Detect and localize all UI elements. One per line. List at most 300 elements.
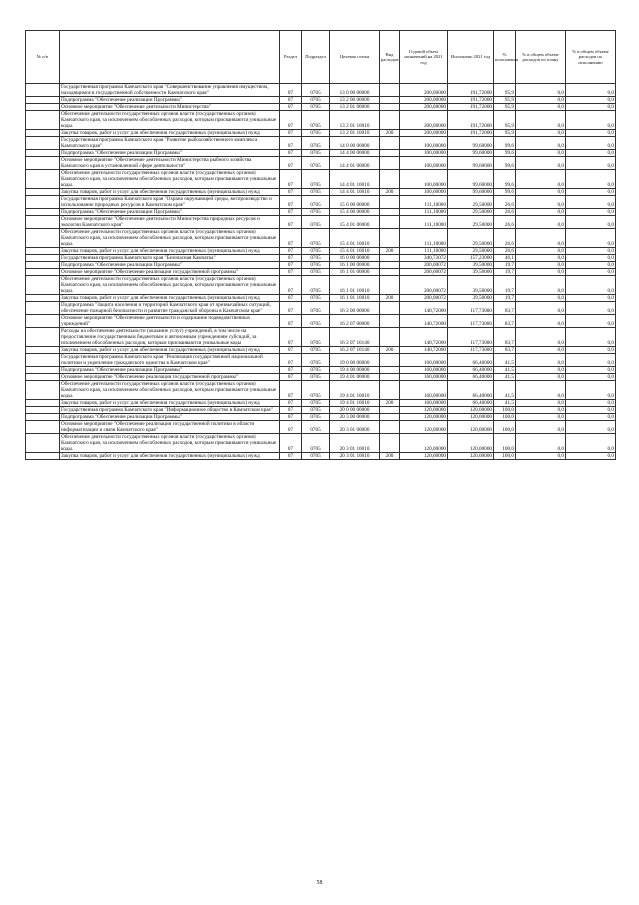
table-row bbox=[26, 196, 616, 209]
table-row bbox=[26, 104, 616, 111]
cell-podrazdel: 0705 bbox=[302, 381, 330, 400]
cell-pct: 99,6 bbox=[494, 137, 516, 150]
cell-vr bbox=[380, 328, 400, 347]
table-row bbox=[26, 137, 616, 150]
cell-plan: 120,00000 bbox=[400, 407, 448, 414]
cell-isp: 66,40000 bbox=[448, 400, 494, 407]
cell-share-plan: 0,0 bbox=[516, 255, 566, 262]
cell-pct: 19,7 bbox=[494, 295, 516, 302]
cell-plan: 100,00000 bbox=[400, 157, 448, 170]
cell-plan: 111,10000 bbox=[400, 216, 448, 229]
cell-share-isp: 0,0 bbox=[566, 381, 616, 400]
cell-share-isp: 0,0 bbox=[566, 328, 616, 347]
cell-share-plan: 0,0 bbox=[516, 84, 566, 97]
cell-razdel: 07 bbox=[280, 381, 302, 400]
cell-num bbox=[26, 170, 60, 189]
cell-pct: 99,6 bbox=[494, 189, 516, 196]
cell-podrazdel: 0705 bbox=[302, 255, 330, 262]
cell-csr: 15 0 00 00000 bbox=[330, 196, 380, 209]
cell-share-plan: 0,0 bbox=[516, 400, 566, 407]
table-row bbox=[26, 150, 616, 157]
cell-razdel: 07 bbox=[280, 453, 302, 460]
cell-name: Закупка товаров, работ и услуг для обеспечения государственных (муниципальных) нужд bbox=[60, 130, 280, 137]
table-row bbox=[26, 189, 616, 196]
cell-isp: 99,60000 bbox=[448, 150, 494, 157]
cell-razdel: 07 bbox=[280, 347, 302, 354]
cell-csr: 16 2 07 00000 bbox=[330, 315, 380, 328]
cell-isp: 120,00000 bbox=[448, 434, 494, 453]
cell-num bbox=[26, 189, 60, 196]
cell-share-isp: 0,0 bbox=[566, 367, 616, 374]
col-pct-header: % исполнения bbox=[494, 31, 516, 84]
cell-share-plan: 0,0 bbox=[516, 407, 566, 414]
cell-podrazdel: 0705 bbox=[302, 262, 330, 269]
cell-share-plan: 0,0 bbox=[516, 104, 566, 111]
cell-isp: 39,50000 bbox=[448, 262, 494, 269]
cell-razdel: 07 bbox=[280, 400, 302, 407]
cell-csr: 13 2 01 10010 bbox=[330, 130, 380, 137]
cell-plan: 120,00000 bbox=[400, 414, 448, 421]
cell-vr bbox=[380, 262, 400, 269]
cell-pct: 95,9 bbox=[494, 97, 516, 104]
cell-pct: 26,6 bbox=[494, 229, 516, 248]
cell-csr: 16 1 01 10010 bbox=[330, 295, 380, 302]
table-body bbox=[26, 84, 616, 460]
table-row bbox=[26, 414, 616, 421]
cell-isp: 99,60000 bbox=[448, 137, 494, 150]
table-row bbox=[26, 453, 616, 460]
cell-plan: 200,00000 bbox=[400, 130, 448, 137]
cell-csr: 16 1 00 00000 bbox=[330, 262, 380, 269]
cell-csr: 13 0 00 00000 bbox=[330, 84, 380, 97]
cell-name: Расходы на обеспечение деятельности (оказание услуг) учреждений, в том числе на предоставление государственным бюджетным и автономным учреждениям субсидий, за исключением обособленных расходов, которым присваиваются уникальные коды bbox=[60, 328, 280, 347]
cell-plan: 120,00000 bbox=[400, 453, 448, 460]
cell-share-isp: 0,0 bbox=[566, 130, 616, 137]
col-share-plan-header: % в общем объеме расходов по плану bbox=[516, 31, 566, 84]
cell-podrazdel: 0705 bbox=[302, 367, 330, 374]
cell-vr bbox=[380, 170, 400, 189]
page-number: 58 bbox=[316, 880, 323, 886]
cell-num bbox=[26, 295, 60, 302]
cell-pct: 41,5 bbox=[494, 374, 516, 381]
cell-name: Подпрограмма "Защита населения и территорий Камчатского края от чрезвычайных ситуаций, обеспечение пожарной безопасности и развитие гражданской обороны в Камчатском крае" bbox=[60, 302, 280, 315]
cell-isp: 39,50000 bbox=[448, 276, 494, 295]
cell-name: Государственная программа Камчатского края "Информационное общество в Камчатском крае" bbox=[60, 407, 280, 414]
cell-pct: 26,6 bbox=[494, 196, 516, 209]
cell-pct: 41,5 bbox=[494, 400, 516, 407]
cell-share-plan: 0,0 bbox=[516, 434, 566, 453]
cell-share-plan: 0,0 bbox=[516, 295, 566, 302]
cell-csr: 16 0 00 00000 bbox=[330, 255, 380, 262]
cell-isp: 117,73000 bbox=[448, 347, 494, 354]
cell-pct: 41,5 bbox=[494, 354, 516, 367]
col-plan-header: Годовой объем назначений на 2021 год bbox=[400, 31, 448, 84]
cell-csr: 16 1 01 10010 bbox=[330, 276, 380, 295]
table-row bbox=[26, 130, 616, 137]
cell-num bbox=[26, 216, 60, 229]
cell-razdel: 07 bbox=[280, 189, 302, 196]
cell-csr: 15 4 01 10010 bbox=[330, 229, 380, 248]
cell-num bbox=[26, 255, 60, 262]
cell-isp: 66,40000 bbox=[448, 354, 494, 367]
cell-num bbox=[26, 354, 60, 367]
cell-share-isp: 0,0 bbox=[566, 354, 616, 367]
cell-pct: 99,6 bbox=[494, 157, 516, 170]
cell-razdel: 07 bbox=[280, 216, 302, 229]
cell-share-plan: 0,0 bbox=[516, 302, 566, 315]
cell-share-isp: 0,0 bbox=[566, 414, 616, 421]
cell-vr: 200 bbox=[380, 295, 400, 302]
cell-csr: 13 2 00 00000 bbox=[330, 97, 380, 104]
cell-csr: 19 4 00 00000 bbox=[330, 367, 380, 374]
cell-vr bbox=[380, 302, 400, 315]
cell-share-plan: 0,0 bbox=[516, 276, 566, 295]
cell-share-isp: 0,0 bbox=[566, 84, 616, 97]
cell-isp: 29,50000 bbox=[448, 216, 494, 229]
cell-podrazdel: 0705 bbox=[302, 216, 330, 229]
cell-vr: 200 bbox=[380, 189, 400, 196]
cell-csr: 20 3 01 10010 bbox=[330, 453, 380, 460]
cell-csr: 20 3 01 00000 bbox=[330, 421, 380, 434]
cell-csr: 13 2 01 00000 bbox=[330, 104, 380, 111]
cell-podrazdel: 0705 bbox=[302, 97, 330, 104]
cell-vr bbox=[380, 354, 400, 367]
cell-vr bbox=[380, 84, 400, 97]
cell-plan: 160,00000 bbox=[400, 381, 448, 400]
cell-share-plan: 0,0 bbox=[516, 269, 566, 276]
table-row bbox=[26, 302, 616, 315]
cell-share-isp: 0,0 bbox=[566, 315, 616, 328]
cell-isp: 39,50000 bbox=[448, 295, 494, 302]
cell-csr: 19 4 01 00000 bbox=[330, 374, 380, 381]
cell-num bbox=[26, 367, 60, 374]
cell-podrazdel: 0705 bbox=[302, 407, 330, 414]
cell-pct: 83,7 bbox=[494, 347, 516, 354]
cell-share-plan: 0,0 bbox=[516, 216, 566, 229]
table-row bbox=[26, 276, 616, 295]
cell-num bbox=[26, 315, 60, 328]
cell-name: Государственная программа Камчатского края "Реализация государственной национальной политики и укрепление гражданского единства в Камчатском крае" bbox=[60, 354, 280, 367]
cell-razdel: 07 bbox=[280, 295, 302, 302]
cell-share-plan: 0,0 bbox=[516, 150, 566, 157]
cell-podrazdel: 0705 bbox=[302, 104, 330, 111]
cell-num bbox=[26, 150, 60, 157]
cell-vr bbox=[380, 104, 400, 111]
cell-pct: 19,7 bbox=[494, 262, 516, 269]
table-row bbox=[26, 400, 616, 407]
table-row bbox=[26, 97, 616, 104]
cell-share-isp: 0,0 bbox=[566, 347, 616, 354]
cell-plan: 200,00072 bbox=[400, 276, 448, 295]
cell-csr: 15 4 01 00000 bbox=[330, 216, 380, 229]
cell-share-plan: 0,0 bbox=[516, 262, 566, 269]
cell-plan: 111,10000 bbox=[400, 209, 448, 216]
table-row bbox=[26, 229, 616, 248]
cell-razdel: 07 bbox=[280, 421, 302, 434]
cell-num bbox=[26, 209, 60, 216]
cell-share-plan: 0,0 bbox=[516, 381, 566, 400]
col-share-isp-header: % в общем объеме расходов по исполнению bbox=[566, 31, 616, 84]
cell-share-plan: 0,0 bbox=[516, 315, 566, 328]
cell-csr: 14 4 00 00000 bbox=[330, 150, 380, 157]
cell-plan: 140,72000 bbox=[400, 302, 448, 315]
cell-vr: 200 bbox=[380, 248, 400, 255]
cell-share-plan: 0,0 bbox=[516, 189, 566, 196]
cell-podrazdel: 0705 bbox=[302, 130, 330, 137]
cell-plan: 200,00000 bbox=[400, 97, 448, 104]
cell-isp: 191,72000 bbox=[448, 130, 494, 137]
cell-csr: 14 4 01 10010 bbox=[330, 170, 380, 189]
cell-isp: 99,60000 bbox=[448, 157, 494, 170]
cell-plan: 160,00000 bbox=[400, 367, 448, 374]
cell-num bbox=[26, 328, 60, 347]
cell-share-isp: 0,0 bbox=[566, 374, 616, 381]
cell-plan: 160,00000 bbox=[400, 374, 448, 381]
cell-podrazdel: 0705 bbox=[302, 170, 330, 189]
cell-isp: 117,73000 bbox=[448, 315, 494, 328]
cell-plan: 200,00072 bbox=[400, 269, 448, 276]
cell-plan: 100,00000 bbox=[400, 189, 448, 196]
cell-isp: 29,50000 bbox=[448, 209, 494, 216]
cell-share-plan: 0,0 bbox=[516, 421, 566, 434]
cell-num bbox=[26, 229, 60, 248]
cell-plan: 120,00000 bbox=[400, 434, 448, 453]
cell-isp: 191,72000 bbox=[448, 84, 494, 97]
cell-share-plan: 0,0 bbox=[516, 170, 566, 189]
table-row bbox=[26, 111, 616, 130]
cell-name: Закупка товаров, работ и услуг для обеспечения государственных (муниципальных) нужд bbox=[60, 400, 280, 407]
cell-plan: 200,00000 bbox=[400, 84, 448, 97]
cell-pct: 100,0 bbox=[494, 421, 516, 434]
cell-csr: 19 4 01 10010 bbox=[330, 381, 380, 400]
cell-pct: 83,7 bbox=[494, 302, 516, 315]
cell-razdel: 07 bbox=[280, 111, 302, 130]
cell-share-isp: 0,0 bbox=[566, 229, 616, 248]
cell-name: Обеспечение деятельности государственных органов власти (государственных органов) Камчатского края, за исключением обособленных расходов, которым присваиваются уникальные коды. bbox=[60, 276, 280, 295]
col-csr-header: Целевая статья bbox=[330, 31, 380, 84]
table-row bbox=[26, 262, 616, 269]
cell-num bbox=[26, 97, 60, 104]
cell-share-plan: 0,0 bbox=[516, 209, 566, 216]
cell-razdel: 07 bbox=[280, 248, 302, 255]
cell-isp: 120,00000 bbox=[448, 421, 494, 434]
cell-razdel: 07 bbox=[280, 302, 302, 315]
table-row bbox=[26, 209, 616, 216]
cell-name: Обеспечение деятельности государственных органов власти (государственных органов) Камчатского края, за исключением обособленных расходов, которым присваиваются уникальные коды. bbox=[60, 381, 280, 400]
cell-num bbox=[26, 302, 60, 315]
cell-pct: 100,0 bbox=[494, 434, 516, 453]
cell-name: Основное мероприятие "Обеспечение деятельности Министерства рыбного хозяйства Камчатского края в установленной сфере деятельности" bbox=[60, 157, 280, 170]
cell-razdel: 07 bbox=[280, 276, 302, 295]
cell-podrazdel: 0705 bbox=[302, 315, 330, 328]
cell-csr: 13 2 01 10010 bbox=[330, 111, 380, 130]
cell-name: Закупка товаров, работ и услуг для обеспечения государственных (муниципальных) нужд bbox=[60, 248, 280, 255]
cell-isp: 157,23000 bbox=[448, 255, 494, 262]
cell-share-isp: 0,0 bbox=[566, 150, 616, 157]
cell-podrazdel: 0705 bbox=[302, 302, 330, 315]
cell-csr: 14 4 01 00000 bbox=[330, 157, 380, 170]
cell-podrazdel: 0705 bbox=[302, 111, 330, 130]
cell-num bbox=[26, 374, 60, 381]
cell-pct: 100,0 bbox=[494, 407, 516, 414]
cell-podrazdel: 0705 bbox=[302, 189, 330, 196]
cell-pct: 26,6 bbox=[494, 216, 516, 229]
cell-csr: 16 1 01 00000 bbox=[330, 269, 380, 276]
cell-podrazdel: 0705 bbox=[302, 248, 330, 255]
budget-table bbox=[25, 30, 616, 460]
cell-name: Обеспечение деятельности государственных органов власти (государственных органов) Камчатского края, за исключением обособленных расходов, которым присваиваются уникальные коды. bbox=[60, 229, 280, 248]
cell-isp: 120,00000 bbox=[448, 407, 494, 414]
cell-name: Основное мероприятие "Обеспечение деятельности и содержание подведомственных учреждений" bbox=[60, 315, 280, 328]
cell-share-plan: 0,0 bbox=[516, 130, 566, 137]
cell-share-isp: 0,0 bbox=[566, 137, 616, 150]
cell-share-plan: 0,0 bbox=[516, 367, 566, 374]
cell-pct: 83,7 bbox=[494, 328, 516, 347]
cell-isp: 99,60000 bbox=[448, 189, 494, 196]
cell-num bbox=[26, 269, 60, 276]
cell-csr: 19 0 00 00000 bbox=[330, 354, 380, 367]
cell-vr bbox=[380, 196, 400, 209]
cell-num bbox=[26, 400, 60, 407]
cell-share-isp: 0,0 bbox=[566, 209, 616, 216]
cell-share-plan: 0,0 bbox=[516, 137, 566, 150]
cell-csr: 16 2 00 00000 bbox=[330, 302, 380, 315]
table-row bbox=[26, 295, 616, 302]
table-row bbox=[26, 315, 616, 328]
cell-csr: 20 3 00 00000 bbox=[330, 414, 380, 421]
cell-isp: 39,50000 bbox=[448, 269, 494, 276]
cell-razdel: 07 bbox=[280, 315, 302, 328]
cell-vr bbox=[380, 269, 400, 276]
cell-pct: 83,7 bbox=[494, 315, 516, 328]
cell-plan: 160,00000 bbox=[400, 354, 448, 367]
cell-name: Основное мероприятие "Обеспечение деятельности Министерства природных ресурсов и экологии Камчатского края" bbox=[60, 216, 280, 229]
cell-share-isp: 0,0 bbox=[566, 295, 616, 302]
cell-razdel: 07 bbox=[280, 407, 302, 414]
table-row bbox=[26, 84, 616, 97]
cell-vr: 200 bbox=[380, 347, 400, 354]
cell-name: Государственная программа Камчатского края "Развитие рыбохозяйственного комплекса Камчатского края" bbox=[60, 137, 280, 150]
col-isp-header: Исполнено 2021 год bbox=[448, 31, 494, 84]
cell-share-plan: 0,0 bbox=[516, 328, 566, 347]
cell-name: Государственная программа Камчатского края "Охрана окружающей среды, воспроизводство и использование природных ресурсов в Камчатском крае" bbox=[60, 196, 280, 209]
cell-razdel: 07 bbox=[280, 97, 302, 104]
table-row bbox=[26, 269, 616, 276]
cell-vr bbox=[380, 315, 400, 328]
cell-razdel: 07 bbox=[280, 414, 302, 421]
cell-csr: 20 0 00 00000 bbox=[330, 407, 380, 414]
cell-plan: 200,00000 bbox=[400, 111, 448, 130]
cell-plan: 160,00000 bbox=[400, 400, 448, 407]
cell-num bbox=[26, 453, 60, 460]
cell-csr: 14 0 00 00000 bbox=[330, 137, 380, 150]
cell-num bbox=[26, 111, 60, 130]
cell-podrazdel: 0705 bbox=[302, 347, 330, 354]
cell-razdel: 07 bbox=[280, 229, 302, 248]
cell-plan: 140,72000 bbox=[400, 315, 448, 328]
table-row bbox=[26, 374, 616, 381]
col-num-header: № п/п bbox=[26, 31, 60, 84]
cell-num bbox=[26, 104, 60, 111]
cell-isp: 120,00000 bbox=[448, 453, 494, 460]
cell-plan: 340,72072 bbox=[400, 255, 448, 262]
cell-pct: 99,6 bbox=[494, 170, 516, 189]
cell-name: Закупка товаров, работ и услуг для обеспечения государственных (муниципальных) нужд bbox=[60, 453, 280, 460]
cell-plan: 200,00072 bbox=[400, 262, 448, 269]
cell-plan: 200,00072 bbox=[400, 295, 448, 302]
cell-razdel: 07 bbox=[280, 269, 302, 276]
cell-podrazdel: 0705 bbox=[302, 269, 330, 276]
cell-podrazdel: 0705 bbox=[302, 276, 330, 295]
cell-razdel: 07 bbox=[280, 328, 302, 347]
cell-share-plan: 0,0 bbox=[516, 347, 566, 354]
cell-name: Основное мероприятие "Обеспечение реализации государственной программы" bbox=[60, 269, 280, 276]
cell-pct: 41,5 bbox=[494, 367, 516, 374]
cell-num bbox=[26, 381, 60, 400]
cell-razdel: 07 bbox=[280, 367, 302, 374]
cell-podrazdel: 0705 bbox=[302, 157, 330, 170]
cell-razdel: 07 bbox=[280, 84, 302, 97]
cell-name: Подпрограмма "Обеспечение реализации Программы" bbox=[60, 97, 280, 104]
cell-plan: 100,00000 bbox=[400, 170, 448, 189]
cell-razdel: 07 bbox=[280, 150, 302, 157]
cell-plan: 200,00000 bbox=[400, 104, 448, 111]
cell-razdel: 07 bbox=[280, 137, 302, 150]
cell-vr bbox=[380, 157, 400, 170]
cell-plan: 100,00000 bbox=[400, 150, 448, 157]
cell-razdel: 07 bbox=[280, 157, 302, 170]
cell-name: Закупка товаров, работ и услуг для обеспечения государственных (муниципальных) нужд bbox=[60, 295, 280, 302]
cell-name: Обеспечение деятельности государственных органов власти (государственных органов) Камчатского края, за исключением обособленных расходов, которым присваиваются уникальные коды. bbox=[60, 434, 280, 453]
cell-share-isp: 0,0 bbox=[566, 269, 616, 276]
cell-share-plan: 0,0 bbox=[516, 196, 566, 209]
cell-share-plan: 0,0 bbox=[516, 97, 566, 104]
cell-csr: 15 4 01 10010 bbox=[330, 248, 380, 255]
cell-pct: 19,7 bbox=[494, 276, 516, 295]
cell-vr: 200 bbox=[380, 453, 400, 460]
cell-csr: 15 4 00 00000 bbox=[330, 209, 380, 216]
cell-podrazdel: 0705 bbox=[302, 84, 330, 97]
cell-num bbox=[26, 407, 60, 414]
cell-num bbox=[26, 157, 60, 170]
cell-vr bbox=[380, 434, 400, 453]
cell-vr bbox=[380, 216, 400, 229]
cell-pct: 19,7 bbox=[494, 269, 516, 276]
cell-plan: 140,72000 bbox=[400, 328, 448, 347]
table-row bbox=[26, 381, 616, 400]
cell-csr: 16 2 07 10140 bbox=[330, 347, 380, 354]
cell-num bbox=[26, 414, 60, 421]
cell-num bbox=[26, 347, 60, 354]
cell-name: Подпрограмма "Обеспечение реализации Программы" bbox=[60, 209, 280, 216]
cell-num bbox=[26, 196, 60, 209]
cell-share-isp: 0,0 bbox=[566, 434, 616, 453]
cell-name: Основное мероприятие "Обеспечение реализации государственной политики в области информатизации и связи Камчатского края" bbox=[60, 421, 280, 434]
cell-share-isp: 0,0 bbox=[566, 216, 616, 229]
cell-vr bbox=[380, 97, 400, 104]
cell-share-isp: 0,0 bbox=[566, 196, 616, 209]
cell-vr bbox=[380, 150, 400, 157]
cell-pct: 99,6 bbox=[494, 150, 516, 157]
cell-name: Закупка товаров, работ и услуг для обеспечения государственных (муниципальных) нужд bbox=[60, 189, 280, 196]
cell-podrazdel: 0705 bbox=[302, 229, 330, 248]
cell-pct: 95,9 bbox=[494, 111, 516, 130]
cell-razdel: 07 bbox=[280, 209, 302, 216]
cell-podrazdel: 0705 bbox=[302, 137, 330, 150]
cell-share-isp: 0,0 bbox=[566, 302, 616, 315]
budget-table-sheet bbox=[25, 30, 615, 460]
cell-podrazdel: 0705 bbox=[302, 400, 330, 407]
